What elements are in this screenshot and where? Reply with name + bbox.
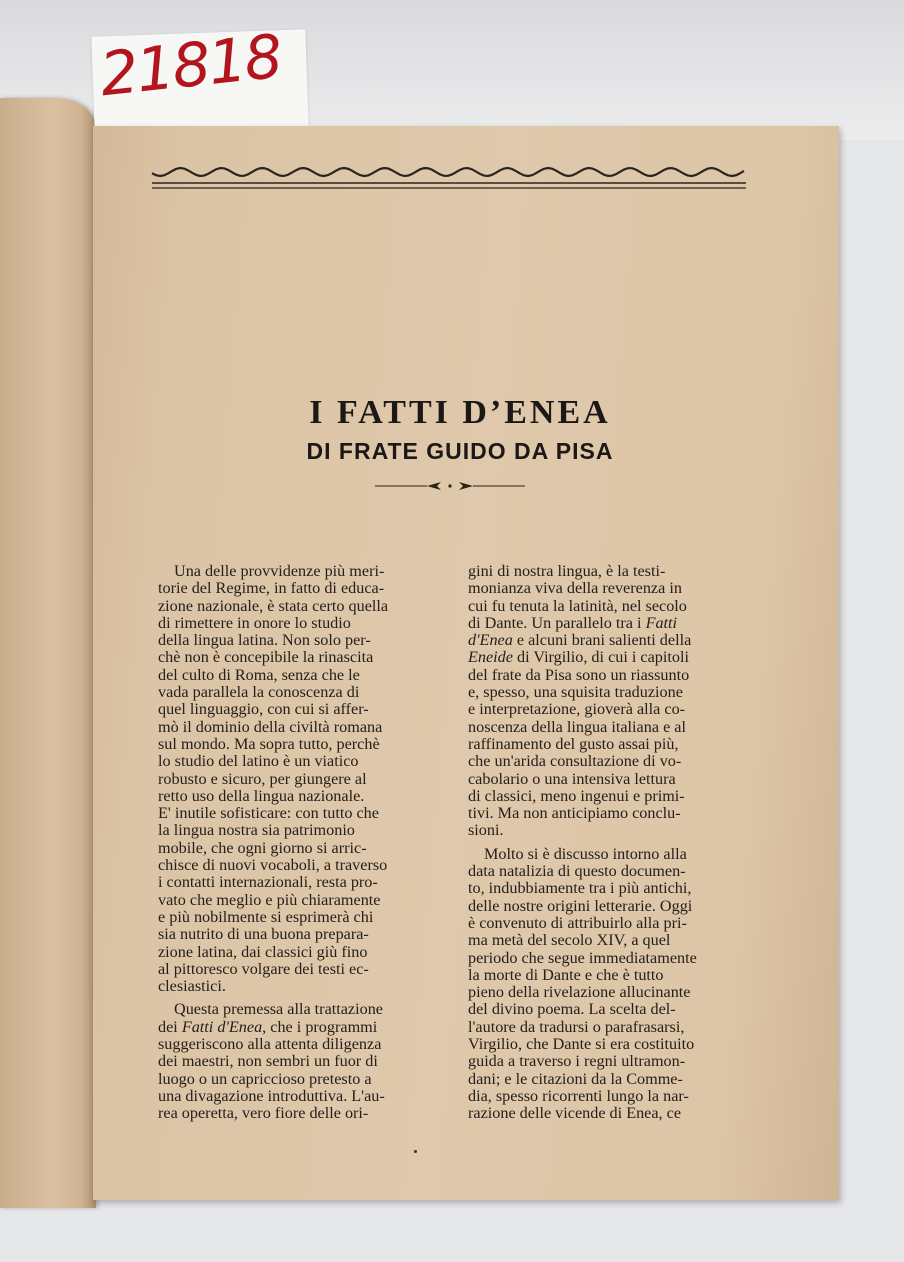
text-line: sul mondo. Ma sopra tutto, perchè	[158, 734, 380, 753]
text-line: e interpretazione, gioverà alla co-	[468, 700, 686, 719]
text-line: e, spesso, una squisita traduzione	[468, 683, 683, 702]
page-speck	[414, 1150, 417, 1153]
text-line: dia, spesso ricorrenti lungo la nar-	[468, 1086, 689, 1105]
text-line: è convenuto di attribuirlo alla pri-	[468, 913, 687, 932]
text-line: del divino poema. La scelta del-	[468, 1000, 676, 1019]
text-line: chè non è concepibile la rinascita	[158, 648, 374, 667]
text-line: sia nutrito di una buona prepara-	[158, 925, 369, 944]
article-column-left	[158, 563, 443, 1123]
article-subtitle: DI FRATE GUIDO DA PISA	[306, 438, 614, 464]
text-line: clesiastici.	[158, 977, 226, 996]
text-line: vato che meglio e più chiaramente	[158, 890, 381, 909]
text-line: zione latina, dai classici giù fino	[158, 942, 368, 961]
text-line: che un'arida consultazione di vo-	[468, 752, 682, 771]
text-line: pieno della rivelazione allucinante	[468, 983, 691, 1002]
text-line: vada parallela la conoscenza di	[158, 683, 360, 702]
text-line: del frate da Pisa sono un riassunto	[468, 665, 690, 684]
text-line: suggeriscono alla attenta diligenza	[158, 1035, 382, 1054]
text-line: Molto si è discusso intorno alla	[484, 844, 687, 863]
text-line: to, indubbiamente tra i più antichi,	[468, 879, 692, 898]
text-line: e più nobilmente si esprimerà chi	[158, 907, 374, 926]
text-line: la morte di Dante e che è tutto	[468, 965, 664, 984]
text-line: Una delle provvidenze più meri-	[174, 562, 385, 580]
header-ornament-border	[150, 163, 748, 199]
text-line: E' inutile sofisticare: con tutto che	[158, 804, 379, 823]
left-page-edge	[0, 98, 96, 1208]
text-line: di classici, meno ingenui e primi-	[468, 786, 685, 805]
text-line: cabolario o una intensiva lettura	[468, 769, 676, 788]
text-line: lo studio del latino è un viatico	[158, 752, 359, 771]
text-line: tivi. Ma non anticipiamo conclu-	[468, 804, 681, 823]
title-divider-ornament	[375, 478, 525, 494]
text-line: robusto e sicuro, per giungere al	[158, 769, 367, 788]
text-line: razione delle vicende di Enea, ce	[468, 1104, 682, 1123]
text-line: la lingua nostra sia patrimonio	[158, 821, 355, 840]
text-line: ma metà del secolo XIV, a quel	[468, 931, 671, 950]
text-line: mò il dominio della civiltà romana	[158, 717, 383, 736]
text-line: quel linguaggio, con cui si affer-	[158, 700, 369, 719]
text-line: Virgilio, che Dante si era costituito	[468, 1035, 695, 1054]
text-line: al pittoresco volgare dei testi ec-	[158, 959, 369, 978]
text-line: retto uso della lingua nazionale.	[158, 786, 365, 805]
text-line: sioni.	[468, 821, 504, 840]
text-line: Questa premessa alla trattazione	[174, 1000, 383, 1019]
text-line: luogo o un capriccioso pretesto a	[158, 1069, 372, 1088]
inventory-number: 21818	[96, 21, 285, 111]
text-line: di rimettere in onore lo studio	[158, 613, 351, 632]
text-line: torie del Regime, in fatto di educa-	[158, 579, 385, 598]
article-title: I FATTI D’ENEA	[309, 394, 611, 431]
text-line: della lingua latina. Non solo per-	[158, 631, 371, 650]
text-line: rea operetta, vero fiore delle ori-	[158, 1104, 369, 1123]
text-line: d'Enea e alcuni brani salienti della	[468, 631, 692, 650]
text-line: cui fu tenuta la latinità, nel secolo	[468, 596, 687, 615]
text-line: chisce di nuovi vocaboli, a traverso	[158, 856, 388, 875]
text-line: mobile, che ogni giorno si arric-	[158, 838, 367, 857]
text-line: monianza viva della reverenza in	[468, 579, 682, 598]
text-line: del culto di Roma, senza che le	[158, 665, 360, 684]
text-line: raffinamento del gusto assai più,	[468, 734, 679, 753]
text-line: i contatti internazionali, resta pro-	[158, 873, 378, 892]
text-line: dani; e le citazioni da la Comme-	[468, 1069, 683, 1088]
text-line: l'autore da tradursi o parafrasarsi,	[468, 1017, 685, 1036]
text-line: Eneide di Virgilio, di cui i capitoli	[468, 648, 689, 667]
text-line: dei maestri, non sembri un fuor di	[158, 1052, 378, 1071]
text-line: di Dante. Un parallelo tra i Fatti	[468, 613, 678, 632]
text-line: periodo che segue immediatamente	[468, 948, 697, 967]
text-line: data natalizia di questo documen-	[468, 862, 686, 881]
text-line: zione nazionale, è stata certo quella	[158, 596, 389, 615]
text-line: gini di nostra lingua, è la testi-	[468, 562, 666, 580]
article-column-right	[468, 563, 753, 1123]
text-line: delle nostre origini letterarie. Oggi	[468, 896, 693, 915]
text-line: una divagazione introduttiva. L'au-	[158, 1086, 385, 1105]
text-line: guida a traverso i regni ultramon-	[468, 1052, 686, 1071]
text-line: dei Fatti d'Enea, che i programmi	[158, 1017, 378, 1036]
text-line: noscenza della lingua italiana e al	[468, 717, 686, 736]
